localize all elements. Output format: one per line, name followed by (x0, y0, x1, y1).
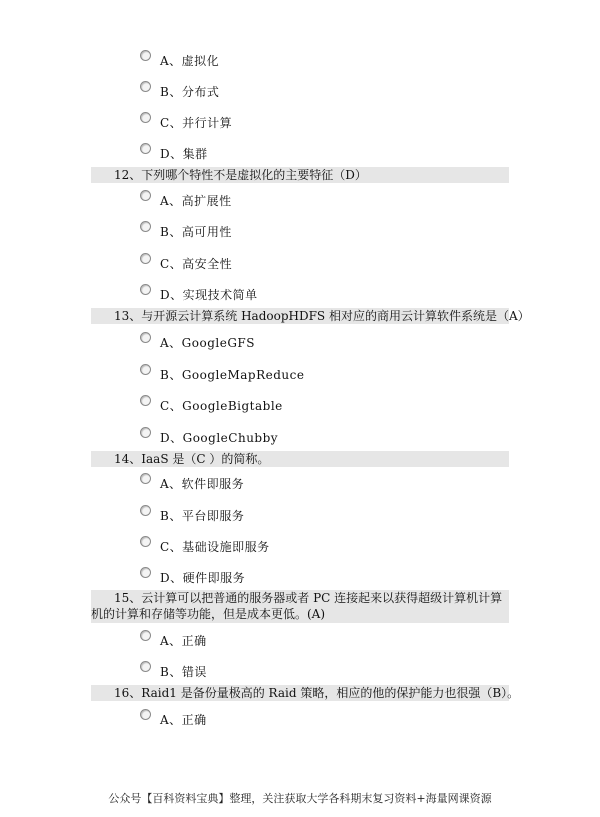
radio-button-icon[interactable] (140, 81, 151, 92)
q11-option-d[interactable] (140, 142, 208, 164)
question-text: 14、IaaS 是（C ）的简称。 (114, 452, 270, 466)
option-label: A、正确 (160, 633, 207, 648)
q15-option-b[interactable] (140, 660, 207, 682)
radio-button-icon[interactable] (140, 50, 151, 61)
q14-option-b[interactable] (140, 504, 244, 526)
question-12 (91, 167, 509, 183)
q11-option-c[interactable] (140, 111, 232, 133)
q11-option-b[interactable] (140, 80, 219, 102)
radio-button-icon[interactable] (140, 332, 151, 343)
radio-button-icon[interactable] (140, 567, 151, 578)
option-label: B、GoogleMapReduce (160, 367, 305, 382)
radio-button-icon[interactable] (140, 427, 151, 438)
radio-button-icon[interactable] (140, 284, 151, 295)
q12-option-b[interactable] (140, 220, 232, 242)
option-label: C、基础设施即服务 (160, 539, 270, 554)
question-text: 16、Raid1 是备份量极高的 Raid 策略，相应的他的保护能力也很强（B）。 (114, 686, 520, 700)
question-text: 15、云计算可以把普通的服务器或者 PC 连接起来以获得超级计算机计算机的计算和存储等功能，但是成本更低。(A) (91, 591, 503, 621)
q13-option-d[interactable] (140, 426, 278, 448)
q16-option-a[interactable] (140, 708, 207, 730)
q12-option-c[interactable] (140, 252, 232, 274)
option-label: A、GoogleGFS (160, 335, 255, 350)
option-label: D、集群 (160, 146, 208, 161)
radio-button-icon[interactable] (140, 395, 151, 406)
question-15 (91, 590, 509, 623)
option-label: A、高扩展性 (160, 193, 232, 208)
option-label: A、正确 (160, 712, 207, 727)
question-16 (91, 685, 520, 701)
option-label: D、硬件即服务 (160, 570, 246, 585)
question-text: 13、与开源云计算系统 HadoopHDFS 相对应的商用云计算软件系统是（A） (114, 309, 530, 323)
option-label: B、分布式 (160, 84, 220, 99)
radio-button-icon[interactable] (140, 536, 151, 547)
radio-button-icon[interactable] (140, 630, 151, 641)
option-label: D、实现技术简单 (160, 287, 258, 302)
q14-option-c[interactable] (140, 535, 270, 557)
radio-button-icon[interactable] (140, 709, 151, 720)
radio-button-icon[interactable] (140, 112, 151, 123)
option-label: B、平台即服务 (160, 508, 245, 523)
radio-button-icon[interactable] (140, 221, 151, 232)
option-label: A、软件即服务 (160, 476, 245, 491)
question-13 (91, 308, 530, 324)
q11-option-a[interactable] (140, 49, 219, 71)
option-label: A、虚拟化 (160, 53, 220, 68)
radio-button-icon[interactable] (140, 143, 151, 154)
page-footer: 公众号【百科资料宝典】整理，关注获取大学各科期末复习资料+海量网课资源 (108, 792, 492, 805)
q13-option-b[interactable] (140, 363, 304, 385)
radio-button-icon[interactable] (140, 473, 151, 484)
q12-option-d[interactable] (140, 283, 258, 305)
question-14 (91, 451, 509, 467)
q14-option-a[interactable] (140, 472, 244, 494)
option-label: D、GoogleChubby (160, 430, 279, 445)
option-label: B、错误 (160, 664, 207, 679)
q13-option-c[interactable] (140, 394, 283, 416)
option-label: B、高可用性 (160, 224, 232, 239)
q14-option-d[interactable] (140, 566, 245, 588)
radio-button-icon[interactable] (140, 661, 151, 672)
q13-option-a[interactable] (140, 331, 255, 353)
radio-button-icon[interactable] (140, 505, 151, 516)
option-label: C、并行计算 (160, 115, 233, 130)
radio-button-icon[interactable] (140, 364, 151, 375)
radio-button-icon[interactable] (140, 253, 151, 264)
option-label: C、高安全性 (160, 256, 233, 271)
question-text: 12、下列哪个特性不是虚拟化的主要特征（D） (114, 168, 367, 182)
q15-option-a[interactable] (140, 629, 207, 651)
option-label: C、GoogleBigtable (160, 398, 283, 413)
q12-option-a[interactable] (140, 189, 232, 211)
radio-button-icon[interactable] (140, 190, 151, 201)
